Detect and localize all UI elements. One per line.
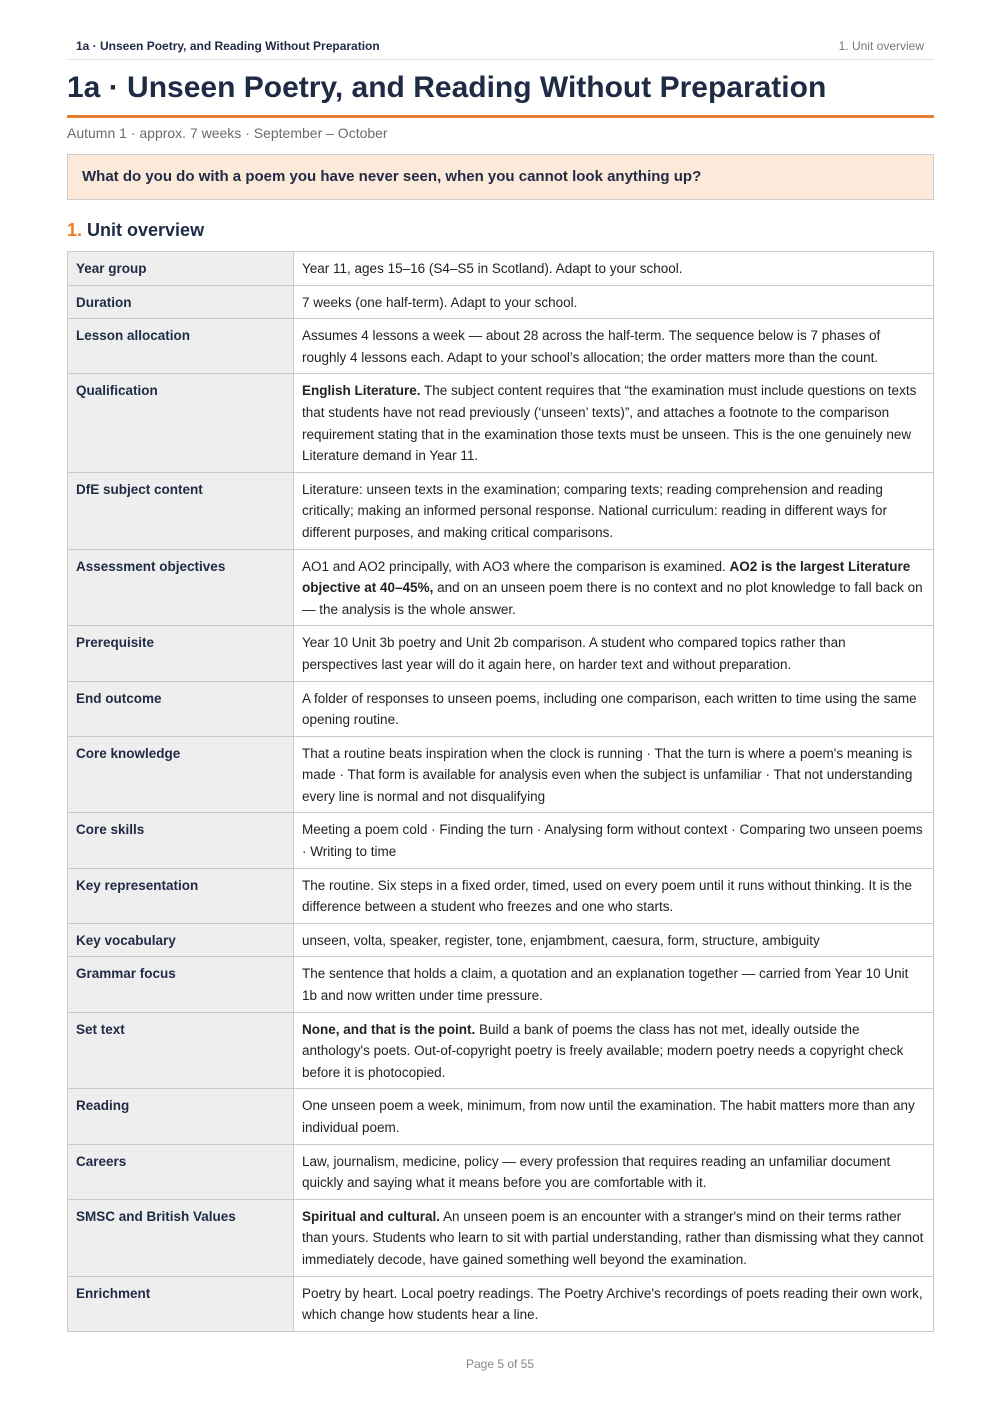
row-value (294, 549, 934, 626)
row-value (294, 957, 934, 1012)
table-row (68, 868, 934, 923)
row-value-text: Year 11, ages 15–16 (S4–S5 in Scotland). Adapt to your school. (302, 261, 683, 276)
row-label: Lesson allocation (68, 319, 294, 374)
row-label: Duration (68, 285, 294, 319)
row-value-emphasis: English Literature. (302, 383, 421, 399)
row-value-text: Literature: unseen texts in the examination; comparing texts; reading comprehension and reading critically; making an informed personal response. National curriculum: reading in different ways for different purposes, and making critical comparisons. (302, 481, 888, 540)
table-row (68, 472, 934, 549)
table-row (68, 1144, 934, 1199)
table-row (68, 957, 934, 1012)
row-value (294, 813, 934, 868)
row-value (294, 285, 934, 319)
key-question-text: What do you do with a poem you have never seen, when you cannot look anything up? (82, 168, 702, 185)
row-value-text: 7 weeks (one half-term). Adapt to your school. (302, 294, 578, 310)
row-value (294, 1199, 934, 1276)
row-value-text: An unseen poem is an encounter with a stranger's mind on their terms rather than yours. Students who learn to sit with partial understanding, rather than dismissing what they cannot immediately decode, have gained something well beyond the examination. (302, 1208, 924, 1267)
table-row (68, 813, 934, 868)
row-value (294, 626, 934, 681)
row-value (294, 1276, 934, 1331)
row-label: Reading (68, 1089, 294, 1144)
table-row (68, 1089, 934, 1144)
row-label: End outcome (68, 681, 294, 736)
row-value-text: Year 10 Unit 3b poetry and Unit 2b comparison. A student who compared topics rather than perspectives last year will do it again here, on harder text and without preparation. (302, 635, 846, 672)
table-row (68, 681, 934, 736)
row-value-text: unseen, volta, speaker, register, tone, enjambment, caesura, form, structure, ambiguity (302, 932, 820, 948)
row-value-text: The routine. Six steps in a fixed order, timed, used on every poem until it runs without thinking. It is the difference between a student who freezes and one who starts. (302, 877, 913, 915)
row-value-text: Poetry by heart. Local poetry readings. The Poetry Archive's recordings of poets reading their own work, which change how students hear a line. (302, 1285, 923, 1323)
row-label: Qualification (68, 374, 294, 472)
section-number: 1. (67, 220, 83, 240)
page-subtitle: Autumn 1 · approx. 7 weeks · September – October (67, 125, 388, 141)
table-row (68, 1199, 934, 1276)
table-row (68, 549, 934, 626)
row-label: Assessment objectives (68, 549, 294, 626)
row-value-lead-text: AO1 and AO2 principally, with AO3 where the comparison is examined. (302, 558, 730, 574)
row-value (294, 472, 934, 549)
row-label: Key representation (68, 868, 294, 923)
row-value-text: One unseen poem a week, minimum, from now until the examination. The habit matters more than any individual poem. (302, 1098, 915, 1135)
table-row (68, 374, 934, 472)
table-row (68, 626, 934, 681)
row-value-text: The sentence that holds a claim, a quotation and an explanation together — carried from Year 10 Unit 1b and now written under time pressure. (302, 966, 909, 1004)
running-header-title: 1a · Unseen Poetry, and Reading Without Preparation (76, 39, 380, 53)
row-label: DfE subject content (68, 472, 294, 549)
row-label: Core knowledge (68, 736, 294, 813)
row-value-text: Assumes 4 lessons a week — about 28 across the half-term. The sequence below is 7 phases of roughly 4 lessons each. Adapt to your school’s allocation; the order matters more than the count. (302, 328, 881, 365)
row-label: SMSC and British Values (68, 1199, 294, 1276)
row-value-text: That a routine beats inspiration when the clock is running · That the turn is where a poem's meaning is made · That form is available for analysis even when the subject is unfamiliar · That not understanding every line is normal and not disqualifying (302, 745, 913, 804)
row-value (294, 736, 934, 813)
key-question-box (67, 154, 934, 200)
row-value-emphasis: AO2 is the largest Literature objective at 40–45%, (302, 558, 911, 596)
row-value-emphasis: Spiritual and cultural. (302, 1208, 441, 1224)
row-value (294, 681, 934, 736)
row-label: Prerequisite (68, 626, 294, 681)
row-value (294, 319, 934, 374)
row-value-text: The subject content requires that “the examination must include questions on texts that students have not read previously (‘unseen’ texts)”, and attaches a footnote to the comparison requirement stating that in the examination those texts must be unseen. This is the one genuinely new Literature demand in Year 11. (302, 383, 917, 464)
table-row (68, 923, 934, 957)
row-value (294, 1012, 934, 1089)
page-number: Page 5 of 55 (465, 1357, 535, 1371)
row-label: Set text (68, 1012, 294, 1089)
table-row (68, 736, 934, 813)
row-value-text: A folder of responses to unseen poems, including one comparison, each written to time using the same opening routine. (302, 690, 917, 728)
row-value (294, 868, 934, 923)
table-row (68, 1012, 934, 1089)
section-heading (67, 220, 204, 241)
table-row (68, 285, 934, 319)
row-label: Core skills (68, 813, 294, 868)
row-value (294, 374, 934, 472)
row-label: Careers (68, 1144, 294, 1199)
row-label: Year group (68, 252, 294, 286)
page-title: 1a · Unseen Poetry, and Reading Without Preparation (67, 71, 827, 104)
title-underline (67, 115, 934, 118)
row-value (294, 1144, 934, 1199)
running-header-section: 1. Unit overview (838, 39, 924, 53)
row-value (294, 252, 934, 286)
row-label: Grammar focus (68, 957, 294, 1012)
row-value (294, 923, 934, 957)
table-row (68, 252, 934, 286)
unit-overview-table (67, 251, 934, 1332)
row-label: Key vocabulary (68, 923, 294, 957)
row-value (294, 1089, 934, 1144)
row-value-emphasis: None, and that is the point. (302, 1021, 476, 1037)
row-value-text: Law, journalism, medicine, policy — every profession that requires reading an unfamiliar document quickly and saying what it means before you are comfortable with it. (302, 1153, 891, 1191)
row-value-text: Build a bank of poems the class has not met, ideally outside the anthology's poets. Out-of-copyright poetry is freely available; modern poetry needs a copyright check before it is photocopied. (302, 1021, 904, 1080)
row-value-text: and on an unseen poem there is no context and no plot knowledge to fall back on — the analysis is the whole answer. (302, 580, 923, 617)
row-value-text: Meeting a poem cold · Finding the turn · Analysing form without context · Comparing two unseen poems · Writing to time (302, 822, 923, 860)
table-row (68, 1276, 934, 1331)
section-title: Unit overview (87, 220, 205, 240)
running-header (67, 31, 934, 60)
table-row (68, 319, 934, 374)
row-label: Enrichment (68, 1276, 294, 1331)
